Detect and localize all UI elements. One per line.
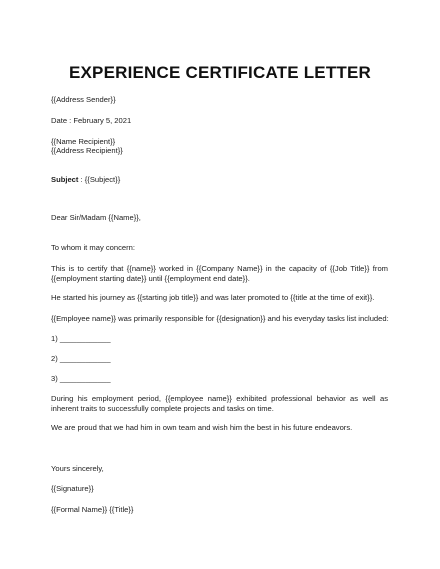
address-sender: {{Address Sender}} (51, 95, 116, 104)
proud-paragraph: We are proud that we had him in own team and wish him the best in his future endeavors. (51, 423, 353, 432)
subject-label: Subject (51, 175, 79, 184)
address-recipient: {{Address Recipient}} (51, 146, 123, 155)
subject-line (51, 175, 120, 185)
list-item: 3) ____________ (51, 374, 111, 383)
salutation: Dear Sir/Madam {{Name}}, (51, 213, 141, 222)
behavior-paragraph: During his employment period, {{employee name}} exhibited professional behavior as well as inherent traits to successfully complete projects and tasks on time. (51, 394, 388, 413)
certify-paragraph: This is to certify that {{name}} worked in {{Company Name}} in the capacity of {{Job Title}} from {{employment starting date}} until {{employment end date}}. (51, 264, 388, 283)
closing: Yours sincerely, (51, 464, 104, 473)
journey-paragraph: He started his journey as {{starting job title}} and was later promoted to {{title at the time of exit}}. (51, 293, 375, 302)
signature-placeholder: {{Signature}} (51, 484, 94, 493)
list-item: 2) ____________ (51, 354, 111, 363)
responsibility-paragraph: {{Employee name}} was primarily responsible for {{designation}} and his everyday tasks list included: (51, 314, 389, 323)
letter-title: EXPERIENCE CERTIFICATE LETTER (68, 63, 372, 82)
name-recipient: {{Name Recipient}} (51, 137, 116, 146)
date-line: Date : February 5, 2021 (51, 116, 132, 125)
subject-value: : {{Subject}} (78, 175, 121, 184)
to-whom-line: To whom it may concern: (51, 243, 135, 252)
list-item: 1) ____________ (51, 334, 111, 343)
formal-name-title: {{Formal Name}} {{Title}} (51, 505, 134, 514)
